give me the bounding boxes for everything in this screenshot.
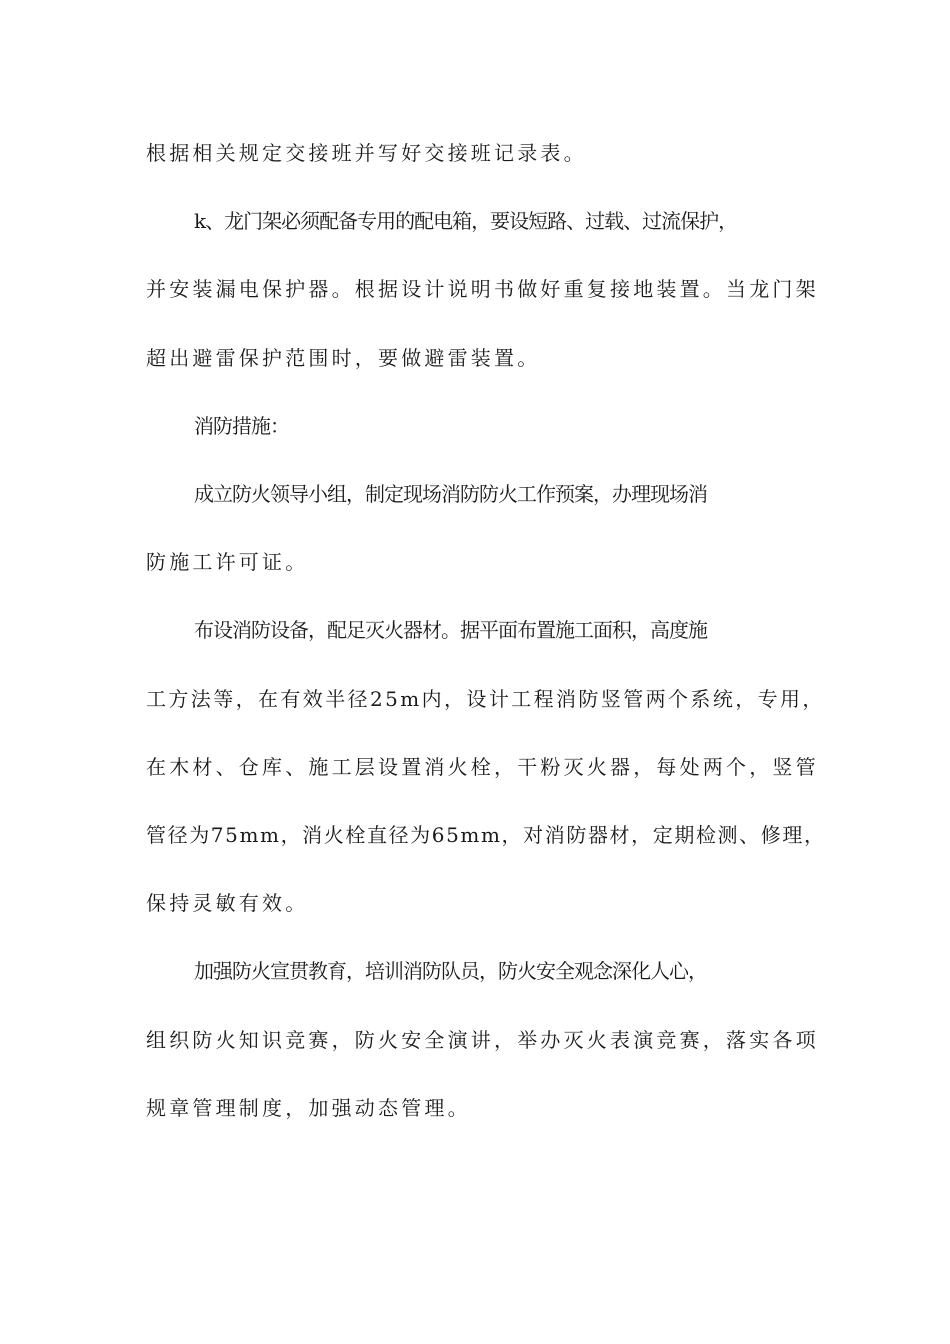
text-line: 工方法等，在有效半径25m内，设计工程消防竖管两个系统，专用， [146,687,825,711]
text-line: k、龙门架必须配备专用的配电箱，要设短路、过载、过流保护， [194,209,738,233]
text-line: 保持灵敏有效。 [146,891,309,915]
text-line: 并安装漏电保护器。根据设计说明书做好重复接地装置。当龙门架 [146,277,819,301]
text-line: 组织防火知识竞赛，防火安全演讲，举办灭火表演竞赛，落实各项 [146,1028,819,1052]
text-line: 规章管理制度，加强动态管理。 [146,1096,471,1120]
text-line: 根据相关规定交接班并写好交接班记录表。 [146,141,587,165]
text-line: 防施工许可证。 [146,550,309,574]
text-line: 布设消防设备，配足灭火器材。据平面布置施工面积，高度施 [194,618,707,642]
section-heading: 消防措施： [194,414,289,438]
text-line: 在木材、仓库、施工层设置消火栓，干粉灭火器，每处两个，竖管 [146,755,819,779]
text-line: 成立防火领导小组，制定现场消防防火工作预案，办理现场消 [194,482,707,506]
text-line: 加强防火宣贯教育，培训消防队员，防火安全观念深化人心， [194,959,707,983]
text-line: 管径为75mm，消火栓直径为65mm，对消防器材，定期检测、修理， [146,823,826,847]
text-line: 超出避雷保护范围时，要做避雷装置。 [146,346,541,370]
